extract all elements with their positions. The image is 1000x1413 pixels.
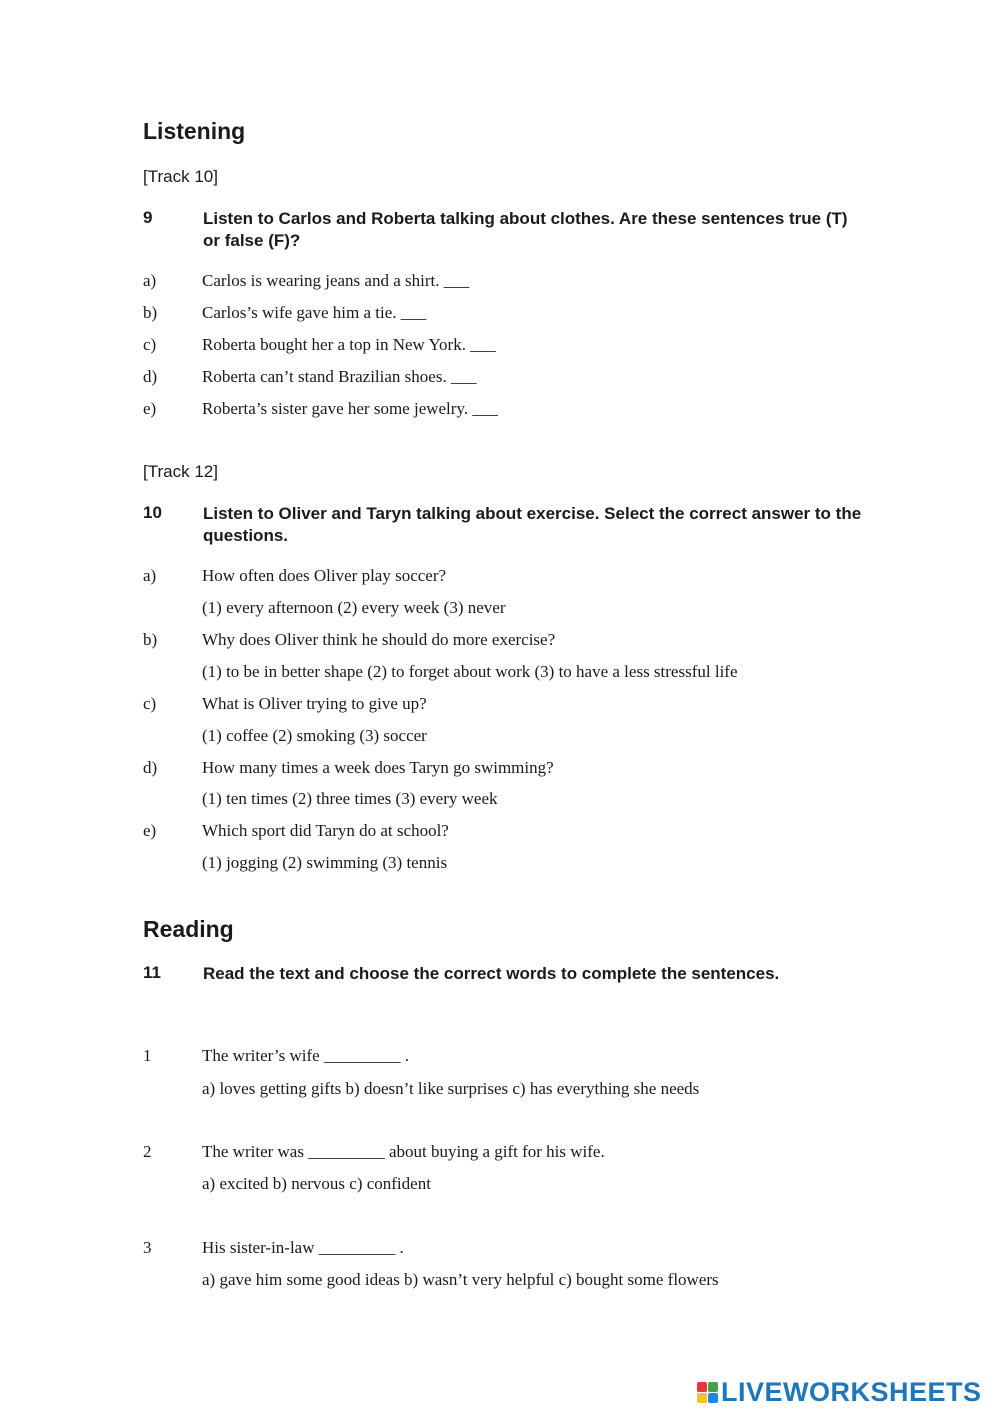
liveworksheets-logo-icon (697, 1382, 718, 1403)
item-label: e) (143, 399, 157, 418)
item-sentence: The writer was _________ about buying a gift for his wife. (202, 1142, 605, 1161)
item-options[interactable]: a) loves getting gifts b) doesn’t like surprises c) has everything she needs (202, 1079, 700, 1098)
logo-square-icon (697, 1382, 707, 1392)
liveworksheets-logo (697, 1377, 982, 1408)
item-question: What is Oliver trying to give up? (202, 694, 427, 713)
item-label: a) (143, 566, 157, 585)
question-number: 11 (143, 963, 161, 982)
item-text[interactable]: Roberta can’t stand Brazilian shoes. ___ (202, 367, 477, 386)
item-label: c) (143, 335, 157, 354)
item-text[interactable]: Roberta bought her a top in New York. ___ (202, 335, 496, 354)
item-options[interactable]: (1) coffee (2) smoking (3) soccer (202, 726, 427, 745)
item-question: How often does Oliver play soccer? (202, 566, 447, 585)
track-label: [Track 10] (143, 167, 218, 186)
item-label: e) (143, 821, 157, 840)
item-question: How many times a week does Taryn go swimming? (202, 758, 554, 777)
item-options[interactable]: (1) ten times (2) three times (3) every week (202, 789, 498, 808)
question-instruction: Read the text and choose the correct words to complete the sentences. (203, 964, 780, 983)
item-label: d) (143, 758, 158, 777)
item-question: Why does Oliver think he should do more exercise? (202, 630, 556, 649)
item-options[interactable]: (1) to be in better shape (2) to forget about work (3) to have a less stressful life (202, 662, 738, 681)
item-label: a) (143, 271, 157, 290)
item-question: Which sport did Taryn do at school? (202, 821, 449, 840)
item-label: b) (143, 630, 158, 649)
item-options[interactable]: a) excited b) nervous c) confident (202, 1174, 431, 1193)
item-text[interactable]: Roberta’s sister gave her some jewelry. ___ (202, 399, 498, 418)
item-options[interactable]: (1) every afternoon (2) every week (3) never (202, 598, 506, 617)
item-text[interactable]: Carlos’s wife gave him a tie. ___ (202, 303, 427, 322)
item-label: b) (143, 303, 158, 322)
reading-heading: Reading (143, 916, 234, 942)
item-label: c) (143, 694, 157, 713)
question-instruction: Listen to Carlos and Roberta talking about clothes. Are these sentences true (T) or false (F)? (203, 209, 848, 250)
item-sentence: His sister-in-law _________ . (202, 1238, 404, 1257)
item-label: 2 (143, 1142, 152, 1161)
track-label: [Track 12] (143, 462, 218, 481)
item-sentence: The writer’s wife _________ . (202, 1046, 409, 1065)
item-options[interactable]: (1) jogging (2) swimming (3) tennis (202, 853, 448, 872)
item-text[interactable]: Carlos is wearing jeans and a shirt. ___ (202, 271, 470, 290)
listening-heading: Listening (143, 118, 246, 144)
item-label: d) (143, 367, 158, 386)
question-instruction: Listen to Oliver and Taryn talking about exercise. Select the correct answer to the questions. (203, 504, 862, 545)
question-number: 10 (143, 503, 162, 522)
item-label: 1 (143, 1046, 152, 1065)
question-number: 9 (143, 208, 153, 227)
item-options[interactable]: a) gave him some good ideas b) wasn’t very helpful c) bought some flowers (202, 1270, 719, 1289)
logo-square-icon (697, 1393, 707, 1403)
item-label: 3 (143, 1238, 152, 1257)
logo-square-icon (708, 1393, 718, 1403)
logo-text: LIVEWORKSHEETS (721, 1377, 982, 1407)
logo-square-icon (708, 1382, 718, 1392)
